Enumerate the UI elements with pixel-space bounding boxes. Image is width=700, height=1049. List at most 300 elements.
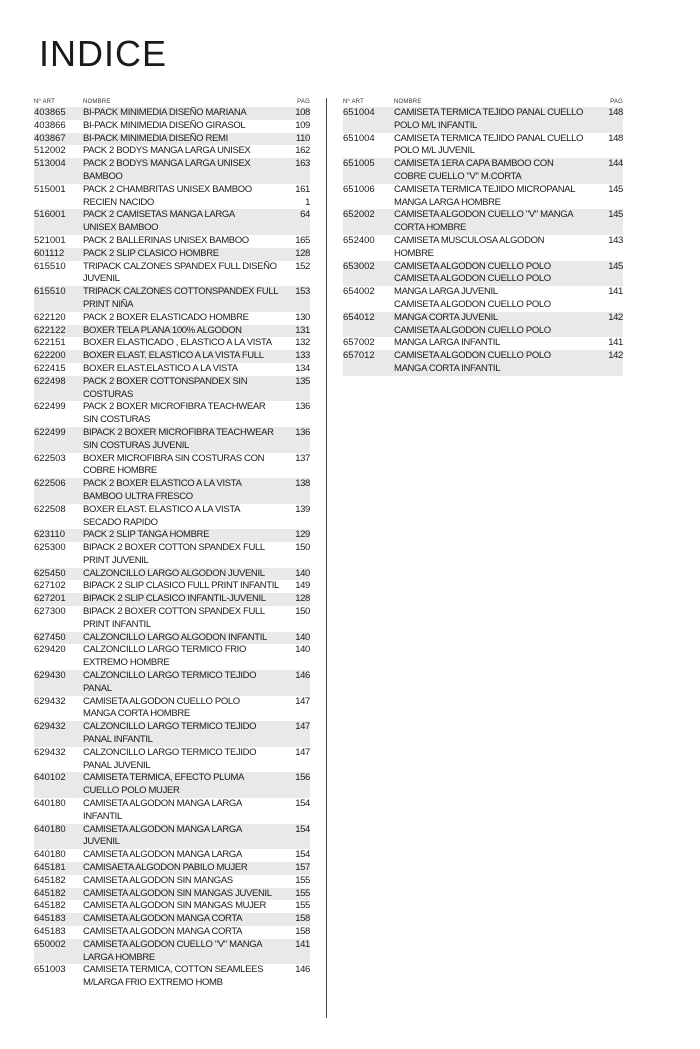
article-number: 657002 [343, 337, 375, 349]
index-row [34, 593, 310, 606]
product-name-line: BOXER TELA PLANA 100% ALGODON [83, 324, 242, 336]
index-row [34, 235, 310, 248]
product-name-line: BIPACK 2 SLIP CLASICO FULL PRINT INFANTIL [83, 580, 279, 592]
page-number [288, 964, 310, 977]
index-row [34, 478, 310, 504]
product-name-line: BI-PACK MINIMEDIA DISEÑO MARIANA [83, 107, 247, 118]
product-name-line: PACK 2 BOXER ELASTICADO HOMBRE [83, 311, 249, 323]
article-number: 622200 [34, 350, 66, 362]
product-name [394, 184, 601, 210]
product-name [83, 772, 288, 798]
product-name-line: CAMISETA TERMICA TEJIDO PANAL CUELLO [394, 132, 584, 144]
article-number: 615510 [34, 260, 66, 272]
product-name [83, 401, 288, 427]
index-row [343, 133, 623, 159]
product-name-line: PRINT JUVENIL [83, 554, 149, 566]
index-row [343, 350, 623, 376]
index-row [34, 798, 310, 824]
page-number [288, 145, 310, 158]
product-name-line: CALZONCILLO LARGO TERMICO TEJIDO [83, 746, 257, 758]
page-number-value: 129 [295, 529, 310, 541]
index-row [34, 875, 310, 888]
page-number [288, 824, 310, 837]
index-list-left [34, 107, 310, 990]
page-number-value: 142 [608, 350, 623, 362]
article-number: 629430 [34, 670, 66, 682]
product-name [83, 248, 288, 261]
article-number: 403865 [34, 107, 66, 118]
product-name [83, 849, 288, 862]
product-name-line: MANGA LARGA JUVENIL [394, 286, 498, 298]
product-name-line: CAMISETA ALGODON MANGA CORTA [83, 926, 243, 937]
product-name-line: CAMISETA ALGODON CUELLO POLO [83, 695, 240, 707]
index-list-right [343, 107, 623, 376]
page-number-value: 134 [295, 362, 310, 374]
product-name [83, 158, 288, 184]
page-number [288, 363, 310, 376]
article-number: 654002 [343, 286, 375, 298]
article-number: 645181 [34, 862, 66, 874]
product-name [83, 670, 288, 696]
index-row [343, 337, 623, 350]
product-name-line: CUELLO POLO MUJER [83, 785, 180, 797]
product-name [83, 900, 288, 913]
article-number: 623110 [34, 529, 65, 541]
product-name-line: PACK 2 CAMISETAS MANGA LARGA [83, 209, 235, 221]
page-number-value: 157 [295, 862, 310, 874]
page-number-value: 133 [295, 350, 310, 362]
page-number [601, 350, 623, 363]
index-row [34, 401, 310, 427]
product-name [83, 593, 288, 606]
product-name [83, 261, 288, 287]
product-name-line: BIPACK 2 SLIP CLASICO INFANTIL-JUVENIL [83, 593, 266, 605]
product-name [83, 696, 288, 722]
product-name [394, 133, 601, 159]
page-number [288, 747, 310, 760]
page-number [601, 312, 623, 325]
index-row [34, 644, 310, 670]
product-name [394, 312, 601, 338]
product-name-line: INFANTIL [83, 810, 122, 822]
index-row [34, 158, 310, 184]
article-number: 645183 [34, 913, 66, 925]
article-number: 615510 [34, 286, 66, 298]
page-number [288, 593, 310, 606]
article-number: 652002 [343, 209, 375, 221]
index-row [34, 772, 310, 798]
product-name-line: CAMISETA MUSCULOSA ALGODON [394, 234, 545, 246]
page-number-value: 108 [295, 107, 310, 118]
index-row [34, 913, 310, 926]
product-name-line: HOMBRE [394, 247, 434, 259]
product-name-line: SIN COSTURAS [83, 414, 151, 426]
index-row [34, 580, 310, 593]
product-name-line: PACK 2 BOXER MICROFIBRA TEACHWEAR [83, 401, 266, 413]
header-art: Nº ART [34, 99, 55, 105]
page-number [288, 670, 310, 683]
article-number: 627450 [34, 631, 66, 643]
product-name-line: CAMISETA ALGODON MANGA LARGA [83, 798, 242, 810]
page-number [288, 261, 310, 274]
article-number: 645182 [34, 874, 66, 886]
page-number [288, 337, 310, 350]
page-number [288, 529, 310, 542]
index-row [34, 529, 310, 542]
article-number: 651006 [343, 183, 375, 195]
product-name-line: LARGA HOMBRE [83, 951, 155, 963]
page-number [288, 900, 310, 913]
page-number-value: 147 [295, 721, 310, 733]
index-row [34, 542, 310, 568]
product-name [83, 312, 288, 325]
product-name-line: MANGA LARGA HOMBRE [394, 196, 501, 208]
product-name-line: MANGA LARGA INFANTIL [394, 337, 500, 349]
product-name [83, 926, 288, 939]
index-row [34, 849, 310, 862]
page-number [288, 286, 310, 299]
page-number-value: 64 [300, 209, 310, 221]
index-row [34, 632, 310, 645]
article-number: 645182 [34, 900, 66, 912]
page-number [288, 184, 310, 210]
product-name-line: COBRE CUELLO "V" M.CORTA [394, 170, 522, 182]
product-name [394, 337, 601, 350]
product-name-line: CAMISETA ALGODON CUELLO POLO [394, 324, 551, 336]
page-number-value: 155 [295, 874, 310, 886]
product-name-line: PANAL INFANTIL [83, 734, 153, 746]
product-name-line: SECADO RAPIDO [83, 516, 158, 528]
page-number-value: 153 [295, 286, 310, 298]
index-row [343, 107, 623, 133]
article-number: 403867 [34, 132, 66, 144]
page-number [288, 427, 310, 440]
index-row [34, 337, 310, 350]
page-number-value: 135 [295, 375, 310, 387]
product-name-line: CALZONCILLO LARGO ALGODON INFANTIL [83, 631, 267, 643]
page-number [288, 939, 310, 952]
page-number-value: 155 [295, 900, 310, 912]
page-number-value: 148 [608, 132, 623, 144]
index-row [34, 926, 310, 939]
product-name-line: COBRE HOMBRE [83, 465, 157, 477]
product-name [83, 529, 288, 542]
article-number: 622151 [34, 337, 66, 349]
index-row [34, 900, 310, 913]
product-name-line: BI-PACK MINIMEDIA DISEÑO GIRASOL [83, 119, 246, 131]
product-name [83, 504, 288, 530]
page-number-value: 140 [295, 631, 310, 643]
page-number [601, 235, 623, 248]
page-number-value: 131 [295, 324, 310, 336]
article-number: 622120 [34, 311, 66, 323]
product-name-line: BAMBOO ULTRA FRESCO [83, 490, 193, 502]
product-name-line: CAMISETA ALGODON MANGA CORTA [83, 913, 243, 925]
product-name [83, 427, 288, 453]
article-number: 622498 [34, 375, 66, 387]
article-number: 622508 [34, 503, 66, 515]
page-number-value: 130 [295, 311, 310, 323]
page-number-value: 145 [608, 183, 623, 195]
index-column-left [34, 98, 310, 990]
product-name [83, 875, 288, 888]
product-name-line: CAMISETA ALGODON CUELLO POLO [394, 350, 551, 362]
page-number-value: 147 [295, 746, 310, 758]
page-number [288, 120, 310, 133]
index-row [34, 824, 310, 850]
article-number: 601112 [34, 247, 65, 259]
page-number [601, 158, 623, 171]
index-row [34, 120, 310, 133]
product-name-line: POLO M/L JUVENIL [394, 145, 475, 157]
page-number [288, 632, 310, 645]
product-name [83, 145, 288, 158]
article-number: 627201 [34, 593, 66, 605]
product-name-line: PACK 2 BODYS MANGA LARGA UNISEX [83, 158, 251, 170]
product-name [83, 888, 288, 901]
index-row [34, 184, 310, 210]
article-number: 651005 [343, 158, 375, 170]
product-name-line: UNISEX BAMBOO [83, 222, 159, 234]
page-number [601, 107, 623, 120]
page-number [601, 286, 623, 299]
product-name-line: PACK 2 BOXER ELASTICO A LA VISTA [83, 478, 242, 490]
article-number: 622415 [34, 362, 66, 374]
article-number: 629432 [34, 695, 66, 707]
product-name [394, 286, 601, 312]
header-name: NOMBRE [394, 99, 422, 105]
index-row [34, 286, 310, 312]
page-number-value: 137 [295, 452, 310, 464]
article-number: 622503 [34, 452, 66, 464]
product-name [83, 862, 288, 875]
index-row [34, 568, 310, 581]
page-number [288, 606, 310, 619]
product-name-line: CALZONCILLO LARGO TERMICO FRIO [83, 644, 246, 656]
page-number [288, 312, 310, 325]
page-number [601, 209, 623, 222]
page-number [288, 926, 310, 939]
page-number-value: 158 [295, 926, 310, 937]
page-number [288, 235, 310, 248]
page-number-value: 146 [295, 670, 310, 682]
index-row [34, 504, 310, 530]
product-name-line: CORTA HOMBRE [394, 222, 466, 234]
page-number-value: 145 [608, 209, 623, 221]
product-name [83, 363, 288, 376]
product-name-line: PRINT INFANTIL [83, 618, 151, 630]
product-name-line: CAMISETA ALGODON MANGA LARGA [83, 823, 242, 835]
page-number-value: 136 [295, 401, 310, 413]
product-name-line: CAMISETA TERMICA TEJIDO MICROPANAL [394, 183, 576, 195]
index-row [34, 363, 310, 376]
page-number-value: 161 [295, 183, 310, 195]
product-name [83, 568, 288, 581]
index-row [34, 145, 310, 158]
product-name [83, 133, 288, 146]
page-number [288, 644, 310, 657]
page-number [288, 158, 310, 171]
product-name [394, 158, 601, 184]
product-name [83, 747, 288, 773]
product-name-line: CALZONCILLO LARGO TERMICO TEJIDO [83, 670, 257, 682]
product-name [83, 542, 288, 568]
page-number [601, 133, 623, 146]
page-number [288, 542, 310, 555]
page-number [288, 376, 310, 389]
product-name [83, 606, 288, 632]
index-row [34, 133, 310, 146]
product-name-line: COSTURAS [83, 388, 133, 400]
product-name-line: CAMISETA ALGODON CUELLO "V" MANGA [394, 209, 574, 221]
page-number-value: 141 [295, 938, 310, 950]
index-row [34, 376, 310, 402]
page-number [288, 107, 310, 120]
index-row [34, 696, 310, 722]
product-name [83, 964, 288, 990]
page-number [288, 862, 310, 875]
product-name-line: PACK 2 BODYS MANGA LARGA UNISEX [83, 145, 251, 157]
article-number: 627102 [34, 580, 66, 592]
page-number [288, 875, 310, 888]
product-name-line: BAMBOO [83, 170, 123, 182]
page-number [288, 721, 310, 734]
product-name-line: PANAL [83, 682, 112, 694]
header-pag: PAG [297, 99, 310, 105]
article-number: 645183 [34, 926, 66, 937]
page-number-value: 128 [295, 593, 310, 605]
page-number-value: 109 [295, 119, 310, 131]
index-row [34, 312, 310, 325]
article-number: 650002 [34, 938, 66, 950]
article-number: 629432 [34, 721, 66, 733]
page-number [601, 184, 623, 197]
product-name [83, 325, 288, 338]
page-number [288, 401, 310, 414]
product-name-line: CAMISAETA ALGODON PABILO MUJER [83, 862, 248, 874]
index-row [343, 209, 623, 235]
article-number: 652400 [343, 234, 375, 246]
page-number-value: 155 [295, 887, 310, 899]
article-number: 654012 [343, 311, 375, 323]
page-number-value: 147 [295, 695, 310, 707]
product-name-line: CAMISETA ALGODON SIN MANGAS JUVENIL [83, 887, 272, 899]
page-number-value: 144 [608, 158, 623, 170]
product-name-line: CALZONCILLO LARGO ALGODON JUVENIL [83, 567, 265, 579]
article-number: 512002 [34, 145, 66, 157]
product-name-line: PACK 2 BALLERINAS UNISEX BAMBOO [83, 234, 249, 246]
product-name [83, 184, 288, 210]
page-number-value: 132 [295, 337, 310, 349]
article-number: 403866 [34, 119, 66, 131]
header-art: Nº ART [343, 99, 364, 105]
column-divider [326, 98, 327, 1018]
page-number-value: 110 [295, 132, 310, 144]
product-name-line: MANGA CORTA INFANTIL [394, 362, 501, 374]
product-name [394, 235, 601, 261]
product-name [83, 120, 288, 133]
article-number: 515001 [34, 183, 66, 195]
page-number [288, 849, 310, 862]
page-number [288, 568, 310, 581]
page-number-value: 148 [608, 107, 623, 118]
index-row [34, 721, 310, 747]
article-number: 516001 [34, 209, 66, 221]
index-row [343, 158, 623, 184]
article-number: 653002 [343, 260, 375, 272]
page-number [288, 325, 310, 338]
product-name-line: MANGA CORTA JUVENIL [394, 311, 498, 323]
product-name-line: BOXER ELAST. ELASTICO A LA VISTA [83, 503, 241, 515]
product-name-line: PACK 2 BOXER COTTONSPANDEX SIN [83, 375, 248, 387]
product-name [83, 107, 288, 120]
product-name-line: BIPACK 2 BOXER COTTON SPANDEX FULL [83, 606, 265, 618]
page-number [288, 888, 310, 901]
index-row [34, 325, 310, 338]
index-row [34, 939, 310, 965]
page-number [288, 696, 310, 709]
product-name-line: CAMISETA ALGODON SIN MANGAS MUJER [83, 900, 267, 912]
product-name-line: CAMISETA ALGODON CUELLO "V" MANGA [83, 938, 263, 950]
column-header [343, 98, 623, 107]
product-name-line: CALZONCILLO LARGO TERMICO TEJIDO [83, 721, 257, 733]
page-title: INDICE [39, 33, 168, 74]
page-number [288, 133, 310, 146]
page-number-value: 136 [295, 426, 310, 438]
product-name-line: PANAL JUVENIL [83, 759, 151, 771]
index-row [34, 350, 310, 363]
header-pag: PAG [610, 99, 623, 105]
article-number: 640102 [34, 772, 66, 784]
product-name-line: BIPACK 2 BOXER MICROFIBRA TEACHWEAR [83, 426, 274, 438]
page-number [288, 798, 310, 811]
index-row [343, 261, 623, 287]
page-number-value: 165 [295, 234, 310, 246]
page-number [288, 248, 310, 261]
page-number [288, 453, 310, 466]
article-number: 513004 [34, 158, 66, 170]
page-number-value: 139 [295, 503, 310, 515]
page-number-value: 149 [295, 580, 310, 592]
product-name-line: CAMISETA ALGODON CUELLO POLO [394, 273, 551, 285]
product-name-line: BOXER ELASTICADO , ELASTICO A LA VISTA [83, 337, 272, 349]
product-name-line: JUVENIL [83, 273, 120, 285]
product-name-line: BIPACK 2 BOXER COTTON SPANDEX FULL [83, 542, 265, 554]
index-row [343, 184, 623, 210]
index-row [34, 964, 310, 990]
page-number [288, 772, 310, 785]
product-name [83, 286, 288, 312]
index-row [34, 862, 310, 875]
product-name-line: RECIEN NACIDO [83, 196, 154, 208]
page-number-value: 150 [295, 606, 310, 618]
product-name [83, 721, 288, 747]
product-name-line: CAMISETA ALGODON SIN MANGAS [83, 874, 233, 886]
product-name [394, 261, 601, 287]
index-row [343, 312, 623, 338]
index-row [34, 261, 310, 287]
product-name [394, 107, 601, 133]
column-header [34, 98, 310, 107]
product-name-line: JUVENIL [83, 836, 120, 848]
article-number: 622122 [34, 324, 66, 336]
page-number-value: 154 [295, 798, 310, 810]
product-name-line: CAMISETA TERMICA TEJIDO PANAL CUELLO [394, 107, 584, 118]
product-name-line: PRINT NIÑA [83, 298, 134, 310]
page-number-value: 154 [295, 849, 310, 861]
product-name-line: SIN COSTURAS JUVENIL [83, 439, 189, 451]
index-row [34, 248, 310, 261]
